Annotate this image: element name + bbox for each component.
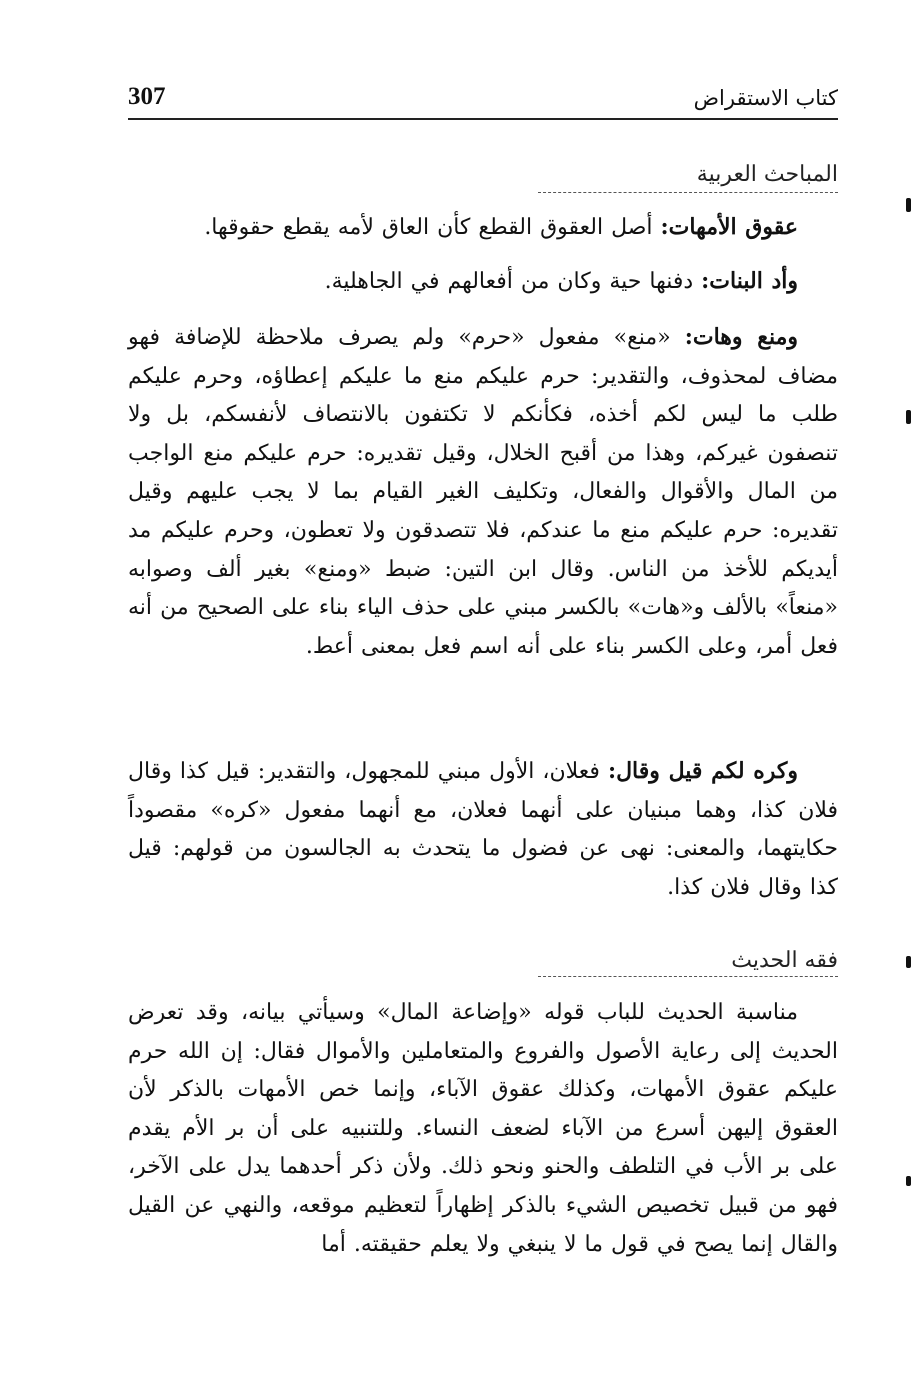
entry-qil-wa-qal: [128, 752, 838, 907]
entry-term: وأد البنات:: [701, 268, 798, 294]
section-heading-linguistic: المباحث العربية: [696, 162, 838, 187]
book-title: كتاب الاستقراض: [693, 86, 838, 110]
fiqh-paragraph: مناسبة الحديث للباب قوله «وإضاعة المال» وسيأتي بيانه، وقد تعرض الحديث إلى رعاية الأصول والفروع والمتعاملين والأموال فقال: إن الله حرم عليكم عقوق الأمهات، وكذلك عقوق الآباء، وإنما خص الأمهات بالذكر لأن العقوق إليهن أسرع من الآباء لضعف النساء. وللتنبيه على أن بر الأم يقدم على بر الأب في التلطف والحنو ونحو ذلك. ولأن ذكر أحدهما يدل على الآخر، فهو من قبيل تخصيص الشيء بالذكر إظهاراً لتعظيم موقعه، والنهي عن القيل والقال إنما يصح في قول ما لا ينبغي ولا يعلم حقيقته. أما: [128, 1000, 838, 1257]
entry-text: «منع» مفعول «حرم» ولم يصرف ملاحظة للإضافة فهو مضاف لمحذوف، والتقدير: حرم عليكم منع ما عليكم إعطاؤه، وحرم عليكم طلب ما ليس لكم أخذه، فكأنكم لا تكتفون بالانتصاف لأنفسكم، بل ولا تنصفون غيركم، وهذا من أقبح الخلال، وقيل تقديره: حرم عليكم منع الواجب من المال والأقوال والفعال، وتكليف الغير القيام بما لا يجب عليهم وقيل تقديره: حرم عليكم منع ما عندكم، فلا تتصدقون ولا تعطون، وحرم عليكم مد أيديكم للأخذ من الناس. وقال ابن التين: ضبط «ومنع» بغير ألف وصوابه «منعاً» بالألف و«هات» بالكسر مبني على حذف الياء بناء على الصحيح من أنه فعل أمر، وعلى الكسر بناء على أنه اسم فعل بمعنى أعط.: [128, 325, 838, 659]
margin-mark: [906, 956, 911, 968]
margin-mark: [906, 198, 911, 212]
entry-text: أصل العقوق القطع كأن العاق لأمه يقطع حقوقها.: [204, 215, 653, 240]
section-rule-fiqh: [538, 976, 838, 977]
margin-mark: [906, 410, 911, 424]
section-heading-fiqh: فقه الحديث: [731, 948, 838, 973]
entry-term: ومنع وهات:: [684, 324, 798, 350]
entry-uquq-al-ummahat: [128, 208, 838, 248]
margin-mark: [906, 1176, 911, 1186]
entry-term: وكره لكم قيل وقال:: [607, 758, 798, 784]
entry-wa-man-wa-hat: [128, 318, 838, 666]
section-rule-linguistic: [538, 192, 838, 193]
entry-term: عقوق الأمهات:: [660, 214, 798, 240]
page-number: 307: [128, 83, 166, 110]
header-rule: [128, 118, 838, 120]
entry-wad-al-banat: [128, 262, 838, 302]
entry-text: دفنها حية وكان من أفعالهم في الجاهلية.: [324, 269, 694, 294]
running-header: [128, 82, 838, 122]
entry-text: فعلان، الأول مبني للمجهول، والتقدير: قيل كذا وقال فلان كذا، وهما مبنيان على أنهما فعلان، مع أنهما مفعول «كره» مقصوداً حكايتهما، والمعنى: نهى عن فضول ما يتحدث به الجالسون من قولهم: قيل كذا وقال فلان كذا.: [128, 759, 838, 900]
